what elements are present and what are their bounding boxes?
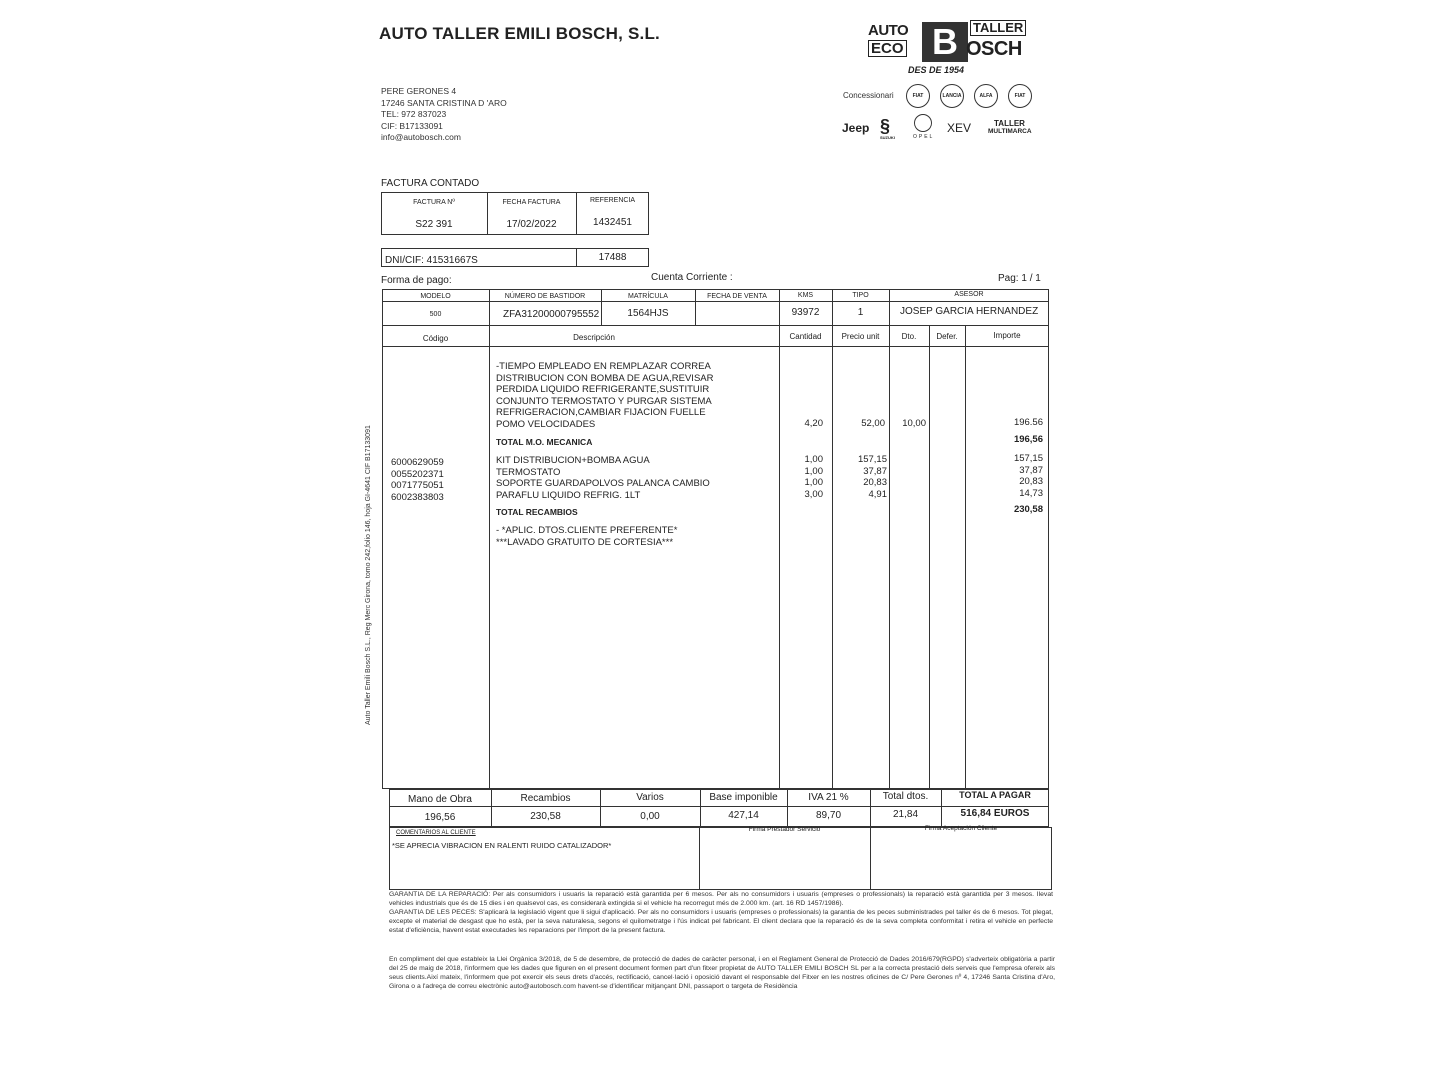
recambios-header: Recambios [520, 793, 571, 804]
logo-b: B [922, 22, 968, 62]
fecha-header: FECHA FACTURA [502, 199, 561, 206]
labor-precio: 52,00 [861, 418, 885, 429]
phone: TEL: 972 837023 [381, 109, 447, 119]
labor-total: 196,56 [1013, 434, 1043, 445]
notes [496, 525, 677, 548]
dto-header: Dto. [901, 332, 917, 341]
precio-header: Precio unit [841, 332, 880, 341]
labor-description [496, 361, 713, 430]
factura-header: FACTURA Nº [413, 199, 455, 206]
fiat-pro-logo: FIAT [1008, 84, 1032, 108]
parts-descriptions [496, 455, 710, 501]
suzuki-icon: § [880, 116, 891, 136]
invoice-type: FACTURA CONTADO [381, 178, 480, 189]
base-value: 427,14 [728, 810, 759, 821]
registry-side-text: Auto Taller Emili Bosch S.L., Reg Merc Girona, tomo 242,folio 146, hoja GI-4641 CIF B17133091 [365, 425, 372, 725]
cif: CIF: B17133091 [381, 120, 443, 131]
firma-prestador: Firma Prestador Servicio [748, 826, 821, 833]
part-price: 4,91 [868, 488, 887, 500]
jeep-logo: Jeep [842, 121, 870, 135]
parts-total: 230,58 [1013, 504, 1043, 515]
base-header: Base imponible [709, 792, 778, 803]
garantia-peces: GARANTIA DE LES PECES: S'aplicarà la legislació vigent que li sigui d'aplicació. Per als no consumidors i usuaris (empreses o professionals) la garantia de les peces subministrades pel taller és de 6 mesos. Tot plegat, excepte el material de desgast que ho està, per la seva naturalesa, segons el quilometratge i l'ús indicat pel fabricant. El client declara que la reparació és de la seva completa conformitat i retira el vehicle en perfecte estat d'eficiència, havent estat executades les reparacions per l'import de la present factura. [389, 909, 1053, 934]
part-code: 0055202371 [391, 468, 444, 480]
descripcion-header: Descripción [573, 333, 615, 342]
iva-value: 89,70 [815, 810, 842, 821]
rgpd-notice: En compliment del que estableix la Llei Orgànica 3/2018, de 5 de desembre, de protecció de dades de caràcter personal, i en el Reglament General de Protecció de Dades 2016/679(RGPD) s'adverteix obligatòria a partir del 25 de maig de 2018, l'informem que les dades que figuren en el present document formen part d'un fitxer propietat de AUTO TALLER EMILI BOSCH SL per a la correcta prestació dels serveis que l'empresa ofereix als seus clients.Així mateix, l'informem que pot exercir els seus drets d'accés, rectificació, cancel·lació i oposició davant el responsable del Fitxer en les nostres oficines de C/ Pere Gerones nº 4, 17246 Santa Cristina d'Aro, Girona o a l'adreça de correu electrònic auto@autobosch.com havent-se d'identificar mitjançant DNI, passaport o targeta de Residència [389, 956, 1055, 990]
labor-line: POMO VELOCIDADES [496, 418, 596, 430]
modelo: 500 [429, 311, 442, 318]
part-amount: 37,87 [1019, 464, 1043, 476]
bastidor: ZFA31200000795552 [503, 309, 600, 320]
suzuki-logo: SUZUKI [880, 135, 895, 140]
referencia-header: REFERENCIA [589, 197, 636, 204]
bastidor-header: NÚMERO DE BASTIDOR [504, 293, 586, 300]
mano-obra-header: Mano de Obra [408, 794, 472, 805]
asesor-header: ASESOR [954, 291, 984, 298]
garantia-reparacio: GARANTIA DE LA REPARACIÓ: Per als consumidors i usuaris la reparació està garantida per 6 mesos. Per als no consumidors i usuaris (empreses o professionals) la reparació està garantida per 3 mesos. Ilevat vehicles industrials que és de 15 dies i en qualsevol cas, es considerarà extingida si el vehicle ha recorregut més de 2.000 km. (art. 16 RD 1457/1986). [389, 891, 1053, 907]
labor-dto: 10,00 [902, 418, 926, 429]
part-amount: 20,83 [1019, 476, 1043, 487]
fecha-factura: 17/02/2022 [506, 219, 557, 230]
lines-frame [382, 289, 1049, 789]
total-pagar-value: 516,84 EUROS [960, 808, 1030, 819]
parts-amount [965, 453, 1043, 499]
importe-header: Importe [993, 331, 1021, 340]
codigo-header: Código [422, 334, 449, 343]
referencia: 1432451 [593, 217, 632, 228]
tipo: 1 [857, 307, 864, 318]
note-line: ***LAVADO GRATUITO DE CORTESIA*** [496, 536, 674, 548]
labor-line: CONJUNTO TERMOSTATO Y PURGAR SISTEMA [496, 395, 712, 407]
defer-header: Defer. [936, 332, 958, 341]
alfa-logo: ALFA [974, 84, 998, 108]
part-desc: SOPORTE GUARDAPOLVOS PALANCA CAMBIO [496, 478, 710, 489]
forma-pago-label: Forma de pago: [381, 275, 452, 286]
logo-eco: ECO [868, 40, 907, 57]
labor-cantidad: 4,20 [804, 418, 823, 429]
tipo-header: TIPO [852, 292, 869, 299]
fiat-logo: FIAT [906, 84, 930, 108]
total-pagar-header: TOTAL A PAGAR [959, 790, 1031, 800]
labor-total-label: TOTAL M.O. MECANICA [496, 437, 593, 447]
opel-logo: OPEL [913, 134, 935, 140]
part-qty: 1,00 [804, 465, 823, 477]
part-qty: 1,00 [804, 454, 823, 465]
parts-qty [779, 454, 823, 500]
labor-line: DISTRIBUCION CON BOMBA DE AGUA,REVISAR [496, 372, 714, 384]
part-desc: PARAFLU LIQUIDO REFRIG. 1LT [496, 489, 641, 501]
part-amount: 14,73 [1019, 487, 1043, 499]
comments-label: COMENTARIOS AL CLIENTE [396, 830, 476, 836]
logo-bosch: OSCH [966, 38, 1022, 60]
part-amount: 157,15 [1013, 453, 1043, 464]
logo-auto: AUTO [868, 22, 909, 39]
parts-total-label: TOTAL RECAMBIOS [496, 507, 578, 517]
labor-line: PERDIDA LIQUIDO REFRIGERANTE,SUSTITUIR [496, 384, 710, 395]
labor-importe: 196.56 [1013, 417, 1043, 428]
factura-number: S22 391 [415, 219, 453, 230]
company-logo [866, 18, 1026, 80]
kms-header: KMS [797, 292, 814, 299]
asesor: JOSEP GARCIA HERNANDEZ [900, 306, 1039, 317]
concessionari-label: Concessionari [843, 91, 894, 100]
part-desc: TERMOSTATO [496, 466, 561, 478]
part-qty: 3,00 [804, 488, 823, 500]
part-price: 157,15 [857, 454, 887, 465]
address-line: PERE GERONES 4 [381, 86, 457, 96]
modelo-header: MODELO [420, 293, 451, 300]
taller-label: TALLER [994, 119, 1025, 128]
varios-header: Varios [636, 792, 664, 803]
part-price: 37,87 [863, 465, 887, 477]
part-qty: 1,00 [804, 477, 823, 488]
part-code: 6000629059 [391, 457, 444, 468]
dni-cif: DNI/CIF: 41531667S [385, 255, 478, 266]
part-code: 6002383803 [391, 491, 444, 503]
part-desc: KIT DISTRIBUCION+BOMBA AGUA [496, 455, 650, 466]
fecha-venta-header: FECHA DE VENTA [707, 293, 767, 300]
logo-since: DES DE 1954 [908, 65, 965, 75]
comments-text: *SE APRECIA VIBRACION EN RALENTI RUIDO CATALIZADOR* [392, 841, 612, 850]
logo-taller: TALLER [970, 20, 1026, 36]
labor-line: REFRIGERACION,CAMBIAR FIJACION FUELLE [496, 407, 706, 418]
parts-price [832, 454, 887, 500]
kms: 93972 [791, 307, 820, 318]
iva-header: IVA 21 % [808, 792, 849, 803]
part-code: 0071775051 [391, 480, 444, 491]
parts-codes [391, 457, 444, 503]
page-number: Pag: 1 / 1 [998, 273, 1041, 284]
comments-box [389, 827, 1052, 890]
address-line: 17246 SANTA CRISTINA D 'ARO [381, 97, 507, 108]
labor-line: -TIEMPO EMPLEADO EN REMPLAZAR CORREA [496, 361, 711, 372]
lancia-logo: LANCIA [940, 84, 964, 108]
varios-value: 0,00 [640, 811, 660, 822]
note-line: - *APLIC. DTOS.CLIENTE PREFERENTE* [496, 525, 678, 536]
multimarca-label: MULTIMARCA [988, 128, 1032, 135]
part-price: 20,83 [863, 477, 887, 488]
company-address [381, 86, 507, 144]
matricula: 1564HJS [627, 308, 669, 319]
dtos-value: 21,84 [892, 809, 919, 820]
recambios-value: 230,58 [530, 811, 561, 822]
matricula-header: MATRÍCULA [628, 293, 668, 300]
company-name: AUTO TALLER EMILI BOSCH, S.L. [379, 24, 660, 43]
cuenta-corriente: Cuenta Corriente : [651, 272, 733, 283]
mano-obra-value: 196,56 [424, 812, 456, 823]
opel-icon [914, 114, 932, 132]
email: info@autobosch.com [381, 132, 461, 142]
dtos-header: Total dtos. [882, 791, 929, 802]
cantidad-header: Cantidad [789, 332, 822, 341]
xev-logo: XEV [947, 121, 972, 135]
client-code: 17488 [598, 252, 627, 263]
firma-cliente: Firma Aceptación Cliente [924, 825, 998, 832]
